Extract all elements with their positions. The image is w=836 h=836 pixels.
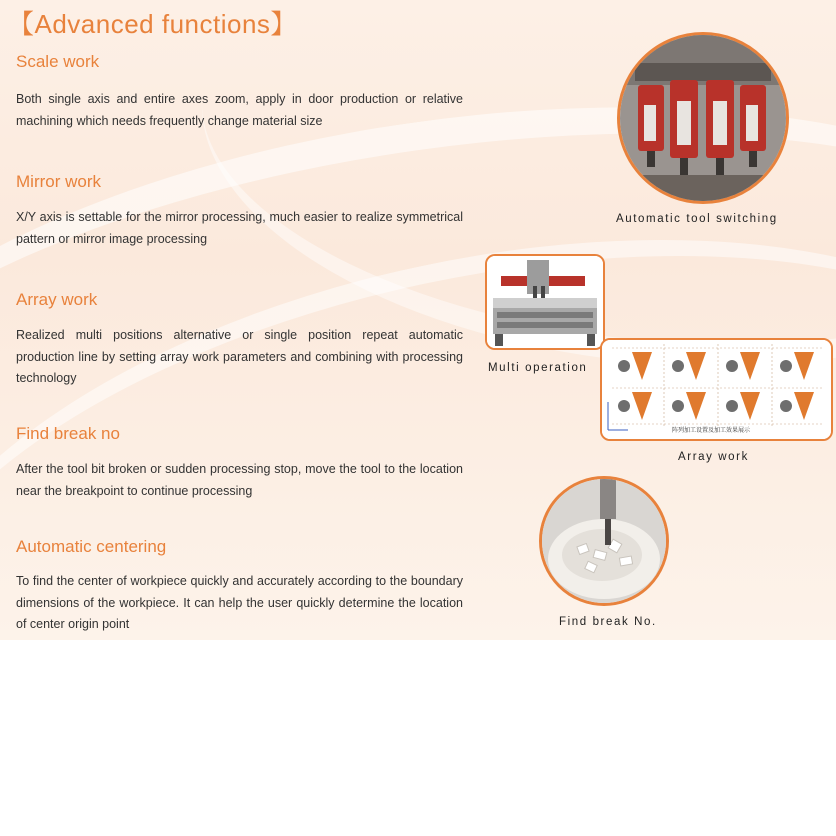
heading-scale-work: Scale work xyxy=(16,52,100,71)
page-title: 【Advanced functions】 xyxy=(8,9,297,39)
diagram-label: 阵列加工设置及加工效果展示 xyxy=(672,427,751,434)
heading-find-break-no: Find break no xyxy=(16,424,120,443)
caption-find-break: Find break No. xyxy=(559,616,657,628)
heading-automatic-centering: Automatic centering xyxy=(16,537,167,556)
text-scale-work: Both single axis and entire axes zoom, apply in door production or relative machining which needs frequently change material size xyxy=(16,92,463,128)
find-break-photo xyxy=(539,476,669,606)
caption-tool-switching: Automatic tool switching xyxy=(616,213,778,225)
caption-array-work: Array work xyxy=(678,451,749,463)
heading-array-work: Array work xyxy=(16,290,98,309)
text-automatic-centering: To find the center of workpiece quickly and accurately according to the boundary dimensions of the workpiece. It can help the user quickly determine the location of center origin point xyxy=(16,574,463,631)
text-find-break-no: After the tool bit broken or sudden processing stop, move the tool to the location near the breakpoint to continue processing xyxy=(16,462,463,498)
cnc-machine-icon xyxy=(487,256,603,348)
array-work-diagram xyxy=(600,338,833,441)
heading-mirror-work: Mirror work xyxy=(16,172,101,191)
multi-operation-photo xyxy=(485,254,605,350)
tool-switching-photo xyxy=(617,32,789,204)
carving-tool-icon xyxy=(542,479,666,603)
array-pattern-icon xyxy=(602,340,831,439)
spindle-tool-changer-icon xyxy=(620,35,786,201)
text-mirror-work: X/Y axis is settable for the mirror processing, much easier to realize symmetrical pattern or mirror image processing xyxy=(16,210,463,246)
text-array-work: Realized multi positions alternative or single position repeat automatic production line by setting array work parameters and combining with processing technology xyxy=(16,328,463,385)
caption-multi-operation: Multi operation xyxy=(488,362,588,374)
